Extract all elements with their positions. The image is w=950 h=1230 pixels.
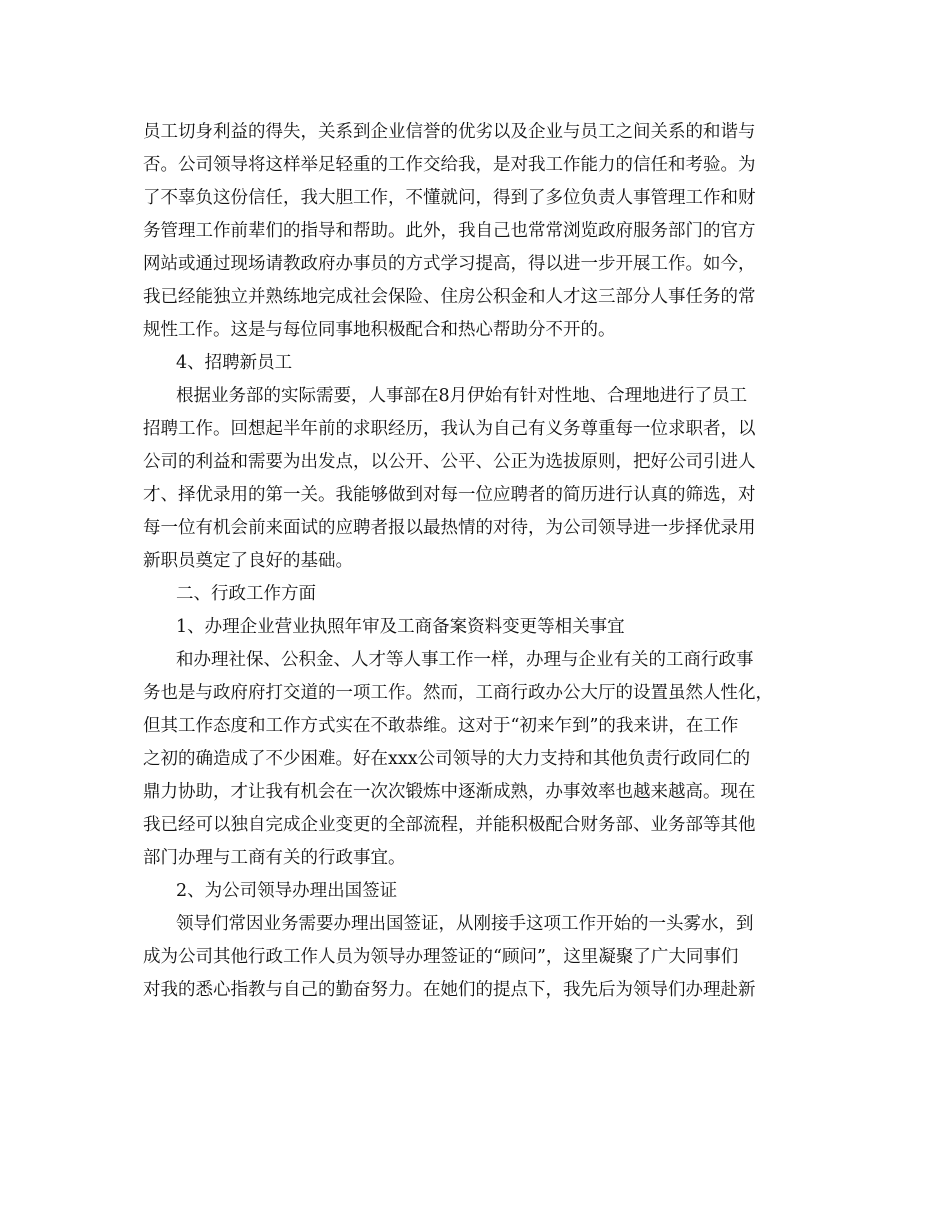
- text-line: 之初的确造成了不少困难。好在xxx公司领导的大力支持和其他负责行政同仁的: [143, 749, 751, 769]
- text-line: 我已经能独立并熟练地完成社会保险、住房公积金和人才这三部分人事任务的常: [143, 287, 756, 307]
- text-line: 务管理工作前辈们的指导和帮助。此外，我自己也常常浏览政府服务部门的官方: [143, 221, 756, 241]
- text-line: 但其工作态度和工作方式实在不敢恭维。这对于“初来乍到”的我来讲，在工作: [143, 716, 739, 736]
- text-line: 4、招聘新员工: [176, 353, 293, 373]
- text-line: 和办理社保、公积金、人才等人事工作一样，办理与企业有关的工商行政事: [176, 650, 754, 670]
- text-line: 务也是与政府府打交道的一项工作。然而，工商行政办公大厅的设置虽然人性化，: [143, 683, 773, 703]
- document-body: [143, 116, 803, 1007]
- text-line: 才、择优录用的第一关。我能够做到对每一位应聘者的简历进行认真的筛选，对: [143, 485, 756, 505]
- text-line: 员工切身利益的得失，关系到企业信誉的优劣以及企业与员工之间关系的和谐与: [143, 122, 756, 142]
- text-line: 2、为公司领导办理出国签证: [176, 881, 398, 901]
- text-line: 鼎力协助，才让我有机会在一次次锻炼中逐渐成熟，办事效率也越来越高。现在: [143, 782, 756, 802]
- text-line: 新职员奠定了良好的基础。: [143, 551, 353, 571]
- text-line: 招聘工作。回想起半年前的求职经历，我认为自己有义务尊重每一位求职者，以: [143, 419, 756, 439]
- text-line: 了不辜负这份信任，我大胆工作，不懂就问，得到了多位负责人事管理工作和财: [143, 188, 756, 208]
- text-line: 网站或通过现场请教政府办事员的方式学习提高，得以进一步开展工作。如今，: [143, 254, 756, 274]
- text-line: 1、办理企业营业执照年审及工商备案资料变更等相关事宜: [176, 617, 625, 637]
- text-line: 部门办理与工商有关的行政事宜。: [143, 848, 406, 868]
- text-line: 根据业务部的实际需要，人事部在8月伊始有针对性地、合理地进行了员工: [176, 386, 748, 406]
- text-line: 领导们常因业务需要办理出国签证，从刚接手这项工作开始的一头雾水，到: [176, 914, 754, 934]
- text-line: 每一位有机会前来面试的应聘者报以最热情的对待，为公司领导进一步择优录用: [143, 518, 756, 538]
- text-line: 否。公司领导将这样举足轻重的工作交给我，是对我工作能力的信任和考验。为: [143, 155, 756, 175]
- text-line: 我已经可以独自完成企业变更的全部流程，并能积极配合财务部、业务部等其他: [143, 815, 756, 835]
- text-line: 对我的悉心指教与自己的勤奋努力。在她们的提点下，我先后为领导们办理赴新: [143, 980, 756, 1000]
- text-line: 规性工作。这是与每位同事地积极配合和热心帮助分不开的。: [143, 320, 616, 340]
- text-line: 公司的利益和需要为出发点，以公开、公平、公正为选拔原则，把好公司引进人: [143, 452, 756, 472]
- text-line: 二、行政工作方面: [176, 584, 316, 604]
- text-line: 成为公司其他行政工作人员为领导办理签证的“顾问”，这里凝聚了广大同事们: [143, 947, 739, 967]
